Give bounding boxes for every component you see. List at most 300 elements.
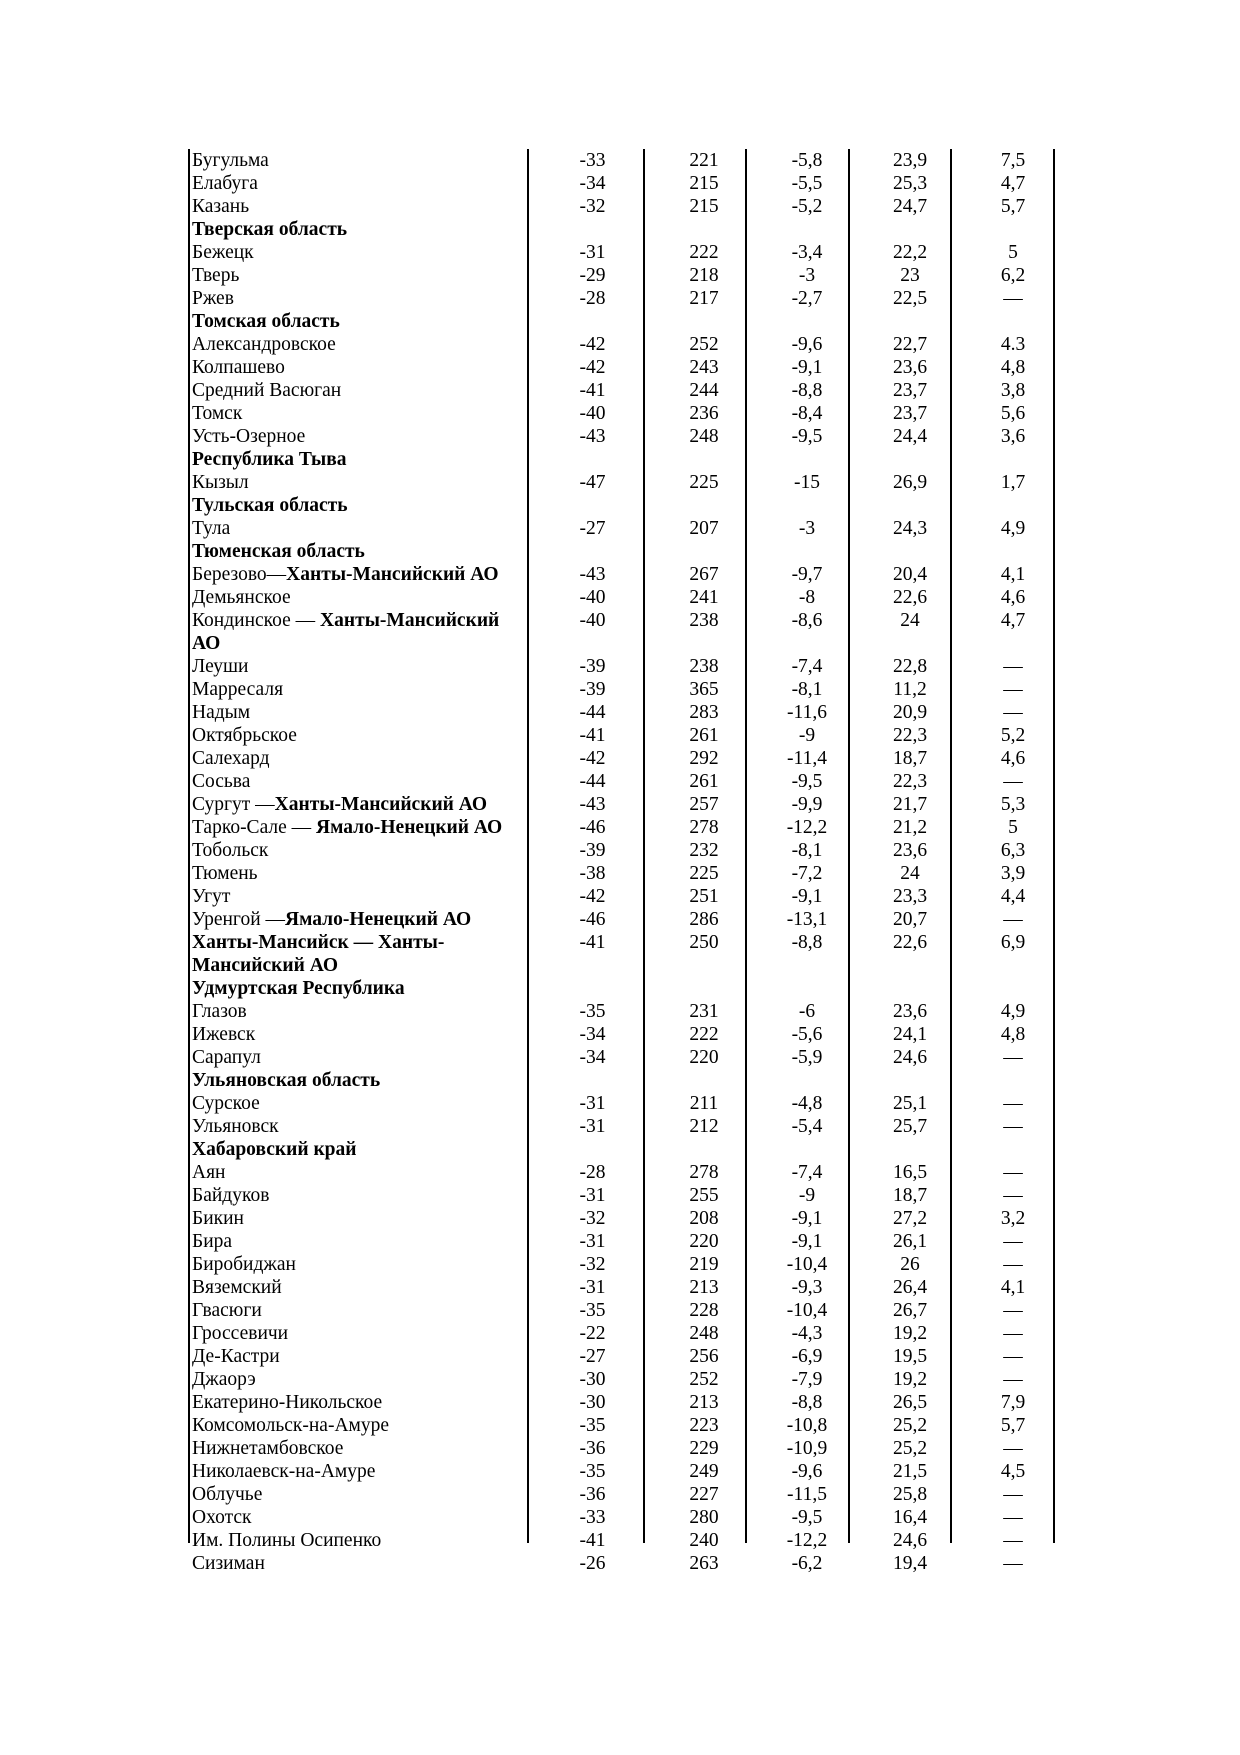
value-cell-col5: 4,9 — [1000, 1001, 1026, 1022]
station-name-text: Сосьва — [192, 771, 251, 792]
value-cell-col2: 215 — [689, 196, 719, 217]
value-cell-col3: -5,4 — [791, 1116, 823, 1137]
value-cell-col3: -3 — [798, 518, 816, 539]
table-row — [189, 586, 1065, 609]
value-cell-col4: 24,6 — [892, 1530, 928, 1551]
region-header: Ульяновская область — [192, 1070, 381, 1091]
empty-cell — [755, 448, 859, 471]
empty-cell — [755, 310, 859, 333]
table-row — [189, 1276, 1065, 1299]
table-row — [189, 1345, 1065, 1368]
region-header-row — [189, 540, 1065, 563]
table-row — [189, 1046, 1065, 1069]
table-row — [189, 149, 1065, 172]
empty-cell — [653, 310, 755, 333]
value-cell-col2: 220 — [689, 1047, 719, 1068]
station-name-text: Бира — [192, 1231, 233, 1252]
station-name — [189, 1322, 532, 1345]
value-cell-col2: 223 — [689, 1415, 719, 1436]
station-name-text: Салехард — [192, 748, 270, 769]
station-name-text: Сургут — — [192, 794, 275, 815]
value-cell-col3: -9,1 — [791, 1231, 823, 1252]
value-cell-col1: -35 — [579, 1461, 606, 1482]
station-region-text: Ямало-Ненецкий АО — [316, 817, 503, 838]
empty-cell — [961, 310, 1065, 333]
value-cell-col1: -31 — [579, 242, 606, 263]
value-cell-col3: -9,1 — [791, 886, 823, 907]
station-name — [189, 1276, 532, 1299]
empty-cell — [961, 977, 1065, 1000]
empty-cell — [961, 218, 1065, 241]
empty-cell — [653, 1069, 755, 1092]
value-cell-col3: -9 — [798, 725, 816, 746]
value-cell-col3: -10,8 — [786, 1415, 828, 1436]
table-row — [189, 1207, 1065, 1230]
station-name-text: Октябрьское — [192, 725, 297, 746]
station-name — [189, 1253, 532, 1276]
value-cell-col1: -29 — [579, 265, 606, 286]
station-name-text: Бежецк — [192, 242, 254, 263]
value-cell-col1: -28 — [579, 1162, 606, 1183]
value-cell-col1: -35 — [579, 1300, 606, 1321]
value-cell-col1: -41 — [579, 1530, 606, 1551]
station-name-text: Средний Васюган — [192, 380, 342, 401]
station-name-text: Александровское — [192, 334, 336, 355]
value-cell-col3: -8,8 — [791, 932, 823, 953]
empty-cell — [755, 494, 859, 517]
station-name-text: Гроссевичи — [192, 1323, 289, 1344]
station-name — [189, 1345, 532, 1368]
value-cell-col2: 220 — [689, 1231, 719, 1252]
value-cell-col2: 263 — [689, 1553, 719, 1574]
station-name — [189, 1230, 532, 1253]
empty-cell — [961, 1138, 1065, 1161]
value-cell-col4: 22,7 — [892, 334, 928, 355]
value-cell-col5: 4,6 — [1000, 587, 1026, 608]
value-cell-col3: -9,1 — [791, 357, 823, 378]
station-name — [189, 1092, 532, 1115]
value-cell-col4: 22,6 — [892, 932, 928, 953]
value-cell-col3: -9,5 — [791, 1507, 823, 1528]
table-row — [189, 1230, 1065, 1253]
table-row — [189, 609, 1065, 655]
value-cell-col2: 215 — [689, 173, 719, 194]
value-cell-col1: -34 — [579, 173, 606, 194]
value-cell-col2: 207 — [689, 518, 719, 539]
value-cell-col3: -6,2 — [791, 1553, 823, 1574]
table-row — [189, 1023, 1065, 1046]
value-cell-col5: 3,6 — [1000, 426, 1026, 447]
value-cell-col2: 283 — [689, 702, 719, 723]
station-name — [189, 241, 532, 264]
value-cell-col4: 24 — [900, 610, 920, 631]
value-cell-col4: 22,2 — [892, 242, 928, 263]
value-cell-col5: — — [1003, 702, 1023, 723]
value-cell-col1: -32 — [579, 1254, 606, 1275]
value-cell-col1: -30 — [579, 1392, 606, 1413]
table-row — [189, 287, 1065, 310]
station-name — [189, 1552, 532, 1575]
value-cell-col5: 6,9 — [1000, 932, 1026, 953]
value-cell-col2: 228 — [689, 1300, 719, 1321]
value-cell-col3: -7,4 — [791, 1162, 823, 1183]
table-row — [189, 1253, 1065, 1276]
station-name-text: Сурское — [192, 1093, 260, 1114]
value-cell-col3: -5,5 — [791, 173, 823, 194]
station-name-text: Березово— — [192, 564, 287, 585]
station-name-text: Надым — [192, 702, 251, 723]
empty-cell — [532, 1069, 653, 1092]
value-cell-col1: -30 — [579, 1369, 606, 1390]
value-cell-col3: -9,7 — [791, 564, 823, 585]
empty-cell — [859, 540, 961, 563]
value-cell-col1: -43 — [579, 564, 606, 585]
value-cell-col4: 21,7 — [892, 794, 928, 815]
value-cell-col5: 4,6 — [1000, 748, 1026, 769]
table-row — [189, 1368, 1065, 1391]
value-cell-col3: -8,8 — [791, 380, 823, 401]
value-cell-col5: 4.3 — [1000, 334, 1026, 355]
value-cell-col2: 227 — [689, 1484, 719, 1505]
table-row — [189, 402, 1065, 425]
station-name-text: Николаевск-на-Амуре — [192, 1461, 376, 1482]
value-cell-col3: -8,1 — [791, 679, 823, 700]
value-cell-col3: -8,8 — [791, 1392, 823, 1413]
empty-cell — [859, 448, 961, 471]
value-cell-col2: 218 — [689, 265, 719, 286]
station-name — [189, 1460, 532, 1483]
station-region-text: Ханты-Мансийск — Ханты-Мансийский АО — [192, 932, 445, 976]
table-row — [189, 471, 1065, 494]
value-cell-col3: -3,4 — [791, 242, 823, 263]
value-cell-col2: 229 — [689, 1438, 719, 1459]
value-cell-col1: -28 — [579, 288, 606, 309]
value-cell-col1: -27 — [579, 518, 606, 539]
station-name — [189, 425, 532, 448]
empty-cell — [755, 540, 859, 563]
value-cell-col4: 24 — [900, 863, 920, 884]
value-cell-col3: -10,9 — [786, 1438, 828, 1459]
table-row — [189, 425, 1065, 448]
table-row — [189, 1000, 1065, 1023]
empty-cell — [859, 977, 961, 1000]
value-cell-col3: -7,2 — [791, 863, 823, 884]
value-cell-col2: 213 — [689, 1277, 719, 1298]
value-cell-col5: 4,8 — [1000, 357, 1026, 378]
station-name — [189, 1161, 532, 1184]
value-cell-col2: 236 — [689, 403, 719, 424]
value-cell-col5: 6,2 — [1000, 265, 1026, 286]
station-name-text: Тарко-Сале — — [192, 817, 317, 838]
station-name — [189, 517, 532, 540]
value-cell-col5: 4,4 — [1000, 886, 1026, 907]
value-cell-col3: -5,8 — [791, 150, 823, 171]
value-cell-col3: -9,6 — [791, 1461, 823, 1482]
value-cell-col5: 3,9 — [1000, 863, 1026, 884]
value-cell-col5: 7,5 — [1000, 150, 1026, 171]
value-cell-col1: -44 — [579, 702, 606, 723]
value-cell-col3: -11,4 — [787, 748, 827, 769]
table-row — [189, 1299, 1065, 1322]
value-cell-col4: 23,6 — [892, 1001, 928, 1022]
value-cell-col5: — — [1003, 1484, 1023, 1505]
value-cell-col3: -5,9 — [791, 1047, 823, 1068]
value-cell-col2: 222 — [689, 242, 719, 263]
station-name — [189, 1299, 532, 1322]
value-cell-col4: 25,7 — [892, 1116, 928, 1137]
value-cell-col4: 20,7 — [892, 909, 928, 930]
station-name — [189, 655, 532, 678]
value-cell-col4: 25,1 — [892, 1093, 928, 1114]
value-cell-col5: — — [1003, 679, 1023, 700]
station-name-text: Гвасюги — [192, 1300, 262, 1321]
empty-cell — [532, 1138, 653, 1161]
table-row — [189, 747, 1065, 770]
value-cell-col5: — — [1003, 1047, 1023, 1068]
station-name-text: Демьянское — [192, 587, 291, 608]
empty-cell — [859, 1069, 961, 1092]
value-cell-col2: 244 — [689, 380, 719, 401]
station-name — [189, 908, 532, 931]
station-name-text: Охотск — [192, 1507, 252, 1528]
empty-cell — [653, 540, 755, 563]
station-name — [189, 1368, 532, 1391]
station-name — [189, 1046, 532, 1069]
value-cell-col1: -41 — [579, 932, 606, 953]
station-name-text: Леуши — [192, 656, 249, 677]
table-row — [189, 1322, 1065, 1345]
value-cell-col4: 23,9 — [892, 150, 928, 171]
value-cell-col1: -43 — [579, 426, 606, 447]
value-cell-col5: — — [1003, 1530, 1023, 1551]
table-row — [189, 724, 1065, 747]
value-cell-col4: 23,7 — [892, 380, 928, 401]
value-cell-col2: 278 — [689, 817, 719, 838]
station-name — [189, 172, 532, 195]
table-row — [189, 678, 1065, 701]
table-row — [189, 655, 1065, 678]
value-cell-col5: — — [1003, 1438, 1023, 1459]
value-cell-col2: 249 — [689, 1461, 719, 1482]
value-cell-col5: — — [1003, 1323, 1023, 1344]
empty-cell — [755, 1138, 859, 1161]
value-cell-col5: — — [1003, 656, 1023, 677]
value-cell-col3: -9,5 — [791, 426, 823, 447]
value-cell-col1: -35 — [579, 1415, 606, 1436]
value-cell-col3: -8,4 — [791, 403, 823, 424]
value-cell-col1: -47 — [579, 472, 606, 493]
value-cell-col4: 24,1 — [892, 1024, 928, 1045]
station-name — [189, 1000, 532, 1023]
value-cell-col3: -7,4 — [791, 656, 823, 677]
station-name-text: Джаорэ — [192, 1369, 256, 1390]
value-cell-col1: -34 — [579, 1047, 606, 1068]
station-name — [189, 1529, 532, 1552]
value-cell-col5: 5 — [1008, 817, 1018, 838]
value-cell-col5: 5,6 — [1000, 403, 1026, 424]
value-cell-col4: 19,4 — [892, 1553, 928, 1574]
station-region-text: Ханты-Мансийский АО — [274, 794, 488, 815]
empty-cell — [859, 218, 961, 241]
station-name-text: Угут — [192, 886, 231, 907]
value-cell-col4: 23 — [900, 265, 920, 286]
value-cell-col2: 252 — [689, 334, 719, 355]
empty-cell — [653, 977, 755, 1000]
value-cell-col3: -4,3 — [791, 1323, 823, 1344]
value-cell-col4: 26,5 — [892, 1392, 928, 1413]
station-name — [189, 264, 532, 287]
station-name-text: Де-Кастри — [192, 1346, 280, 1367]
value-cell-col3: -2,7 — [791, 288, 823, 309]
value-cell-col4: 19,2 — [892, 1369, 928, 1390]
table-row — [189, 862, 1065, 885]
value-cell-col5: 5,7 — [1000, 196, 1026, 217]
station-name-text: Марресаля — [192, 679, 284, 700]
station-name-text: Им. Полины Осипенко — [192, 1530, 382, 1551]
value-cell-col4: 26,9 — [892, 472, 928, 493]
value-cell-col4: 26 — [900, 1254, 920, 1275]
value-cell-col2: 261 — [689, 725, 719, 746]
station-name-text: Бикин — [192, 1208, 244, 1229]
value-cell-col2: 278 — [689, 1162, 719, 1183]
value-cell-col4: 22,8 — [892, 656, 928, 677]
value-cell-col1: -39 — [579, 656, 606, 677]
station-name — [189, 724, 532, 747]
station-region-text: Ханты-Мансийский АО — [286, 564, 499, 585]
empty-cell — [859, 494, 961, 517]
value-cell-col5: 3,8 — [1000, 380, 1026, 401]
value-cell-col5: — — [1003, 1300, 1023, 1321]
station-name — [189, 1023, 532, 1046]
value-cell-col5: — — [1003, 1254, 1023, 1275]
table-row — [189, 701, 1065, 724]
table-row — [189, 379, 1065, 402]
value-cell-col3: -13,1 — [786, 909, 828, 930]
empty-cell — [532, 448, 653, 471]
value-cell-col2: 211 — [689, 1093, 719, 1114]
value-cell-col1: -33 — [579, 150, 606, 171]
station-name — [189, 379, 532, 402]
value-cell-col2: 208 — [689, 1208, 719, 1229]
station-name-text: Уренгой — — [192, 909, 286, 930]
value-cell-col4: 19,2 — [892, 1323, 928, 1344]
value-cell-col1: -43 — [579, 794, 606, 815]
value-cell-col1: -26 — [579, 1553, 606, 1574]
value-cell-col3: -9 — [798, 1185, 816, 1206]
value-cell-col1: -36 — [579, 1484, 606, 1505]
value-cell-col2: 248 — [689, 426, 719, 447]
value-cell-col3: -9,5 — [791, 771, 823, 792]
table-row — [189, 931, 1065, 977]
value-cell-col4: 18,7 — [892, 748, 928, 769]
empty-cell — [653, 218, 755, 241]
station-name-text: Сизиман — [192, 1553, 265, 1574]
value-cell-col4: 23,6 — [892, 357, 928, 378]
table-row — [189, 1161, 1065, 1184]
value-cell-col4: 22,3 — [892, 725, 928, 746]
station-name-text: Усть-Озерное — [192, 426, 306, 447]
value-cell-col1: -41 — [579, 725, 606, 746]
value-cell-col5: 3,2 — [1000, 1208, 1026, 1229]
value-cell-col3: -5,6 — [791, 1024, 823, 1045]
value-cell-col2: 261 — [689, 771, 719, 792]
value-cell-col2: 232 — [689, 840, 719, 861]
table-row — [189, 1437, 1065, 1460]
value-cell-col5: — — [1003, 1185, 1023, 1206]
region-header: Удмуртская Республика — [192, 978, 405, 999]
value-cell-col4: 18,7 — [892, 1185, 928, 1206]
empty-cell — [961, 540, 1065, 563]
region-header-row — [189, 494, 1065, 517]
value-cell-col5: 5,7 — [1000, 1415, 1026, 1436]
value-cell-col4: 22,3 — [892, 771, 928, 792]
value-cell-col5: — — [1003, 1553, 1023, 1574]
value-cell-col1: -40 — [579, 610, 606, 631]
value-cell-col1: -42 — [579, 334, 606, 355]
table-row — [189, 517, 1065, 540]
table-row — [189, 1552, 1065, 1575]
value-cell-col2: 221 — [689, 150, 719, 171]
station-name — [189, 563, 532, 586]
value-cell-col5: — — [1003, 1369, 1023, 1390]
table-row — [189, 885, 1065, 908]
value-cell-col2: 251 — [689, 886, 719, 907]
value-cell-col4: 24,7 — [892, 196, 928, 217]
table-row — [189, 793, 1065, 816]
value-cell-col4: 24,6 — [892, 1047, 928, 1068]
value-cell-col4: 25,2 — [892, 1438, 928, 1459]
value-cell-col1: -35 — [579, 1001, 606, 1022]
value-cell-col4: 23,6 — [892, 840, 928, 861]
station-name — [189, 793, 532, 816]
region-header: Тюменская область — [192, 541, 365, 562]
empty-cell — [532, 977, 653, 1000]
table-row — [189, 1529, 1065, 1552]
empty-cell — [532, 218, 653, 241]
station-name — [189, 402, 532, 425]
station-name-text: Тюмень — [192, 863, 258, 884]
station-name-text: Кызыл — [192, 472, 249, 493]
station-name — [189, 701, 532, 724]
station-name-text: Байдуков — [192, 1185, 270, 1206]
value-cell-col1: -34 — [579, 1024, 606, 1045]
value-cell-col3: -11,6 — [787, 702, 827, 723]
table-row — [189, 356, 1065, 379]
value-cell-col3: -8,1 — [791, 840, 823, 861]
station-name-text: Тверь — [192, 265, 240, 286]
empty-cell — [755, 218, 859, 241]
station-name-text: Кондинское — — [192, 610, 321, 631]
value-cell-col5: — — [1003, 1346, 1023, 1367]
value-cell-col5: 4,1 — [1000, 1277, 1026, 1298]
station-name — [189, 609, 532, 655]
value-cell-col2: 238 — [689, 656, 719, 677]
table-row — [189, 1115, 1065, 1138]
value-cell-col1: -42 — [579, 748, 606, 769]
station-name — [189, 195, 532, 218]
station-region-text: Ямало-Ненецкий АО — [285, 909, 472, 930]
value-cell-col5: — — [1003, 1116, 1023, 1137]
value-cell-col2: 212 — [689, 1116, 719, 1137]
station-region-text: Ханты-Мансийский АО — [192, 610, 500, 654]
value-cell-col1: -22 — [579, 1323, 606, 1344]
station-name — [189, 471, 532, 494]
value-cell-col1: -31 — [579, 1116, 606, 1137]
station-name — [189, 287, 532, 310]
station-name-text: Тула — [192, 518, 231, 539]
value-cell-col3: -12,2 — [786, 1530, 828, 1551]
value-cell-col4: 26,4 — [892, 1277, 928, 1298]
